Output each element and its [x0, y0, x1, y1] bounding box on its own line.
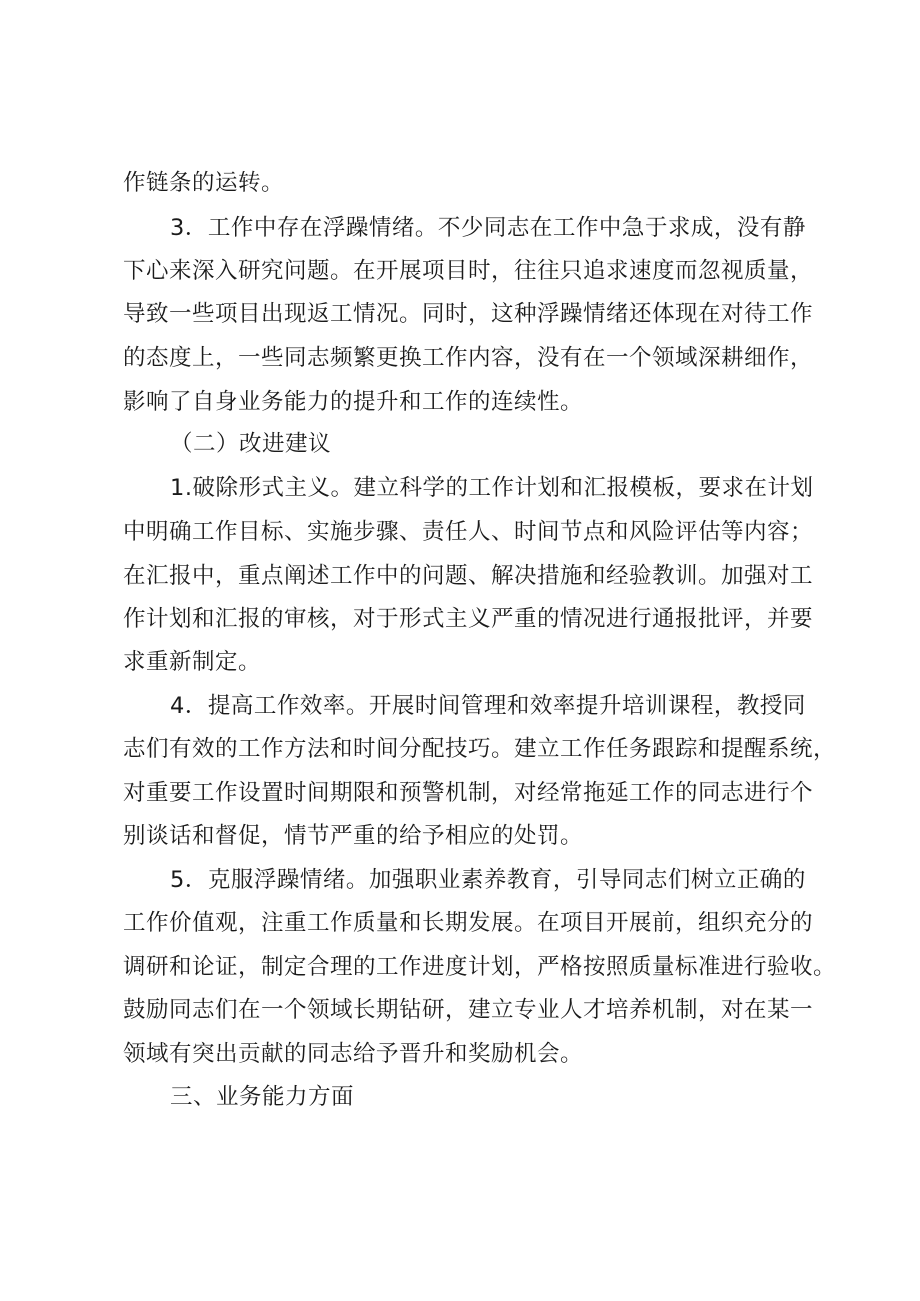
text-line: 的态度上，一些同志频繁更换工作内容，没有在一个领域深耕细作， [123, 345, 814, 371]
paragraph-heading-1: 1.破除形式主义。建立科学的工作计划和汇报模板，要求在计划 [170, 475, 814, 501]
paragraph-heading-5: 5．克服浮躁情绪。加强职业素养教育，引导同志们树立正确的 [170, 867, 806, 893]
section-heading: （二）改进建议 [170, 431, 332, 457]
text-line: 志们有效的工作方法和时间分配技巧。建立工作任务跟踪和提醒系统， [123, 736, 837, 762]
text-line: 鼓励同志们在一个领域长期钻研，建立专业人才培养机制，对在某一 [123, 997, 814, 1023]
section-heading: 三、业务能力方面 [170, 1084, 355, 1110]
text-line: 导致一些项目出现返工情况。同时，这种浮躁情绪还体现在对待工作 [123, 301, 814, 327]
text-line: 别谈话和督促，情节严重的给予相应的处罚。 [123, 823, 584, 849]
text-line: 下心来深入研究问题。在开展项目时，往往只追求速度而忽视质量， [123, 258, 814, 284]
text-line: 工作价值观，注重工作质量和长期发展。在项目开展前，组织充分的 [123, 910, 814, 936]
text-line: 求重新制定。 [123, 649, 262, 675]
paragraph-heading-3: 3．工作中存在浮躁情绪。不少同志在工作中急于求成，没有静 [170, 215, 806, 241]
text-line: 中明确工作目标、实施步骤、责任人、时间节点和风险评估等内容； [123, 519, 814, 545]
text-line: 对重要工作设置时间期限和预警机制，对经常拖延工作的同志进行个 [123, 780, 814, 806]
text-line: 在汇报中，重点阐述工作中的问题、解决措施和经验教训。加强对工 [123, 563, 814, 589]
text-line: 影响了自身业务能力的提升和工作的连续性。 [123, 389, 584, 415]
text-line: 作链条的运转。 [123, 170, 285, 196]
paragraph-heading-4: 4．提高工作效率。开展时间管理和效率提升培训课程，教授同 [170, 693, 806, 719]
text-line: 调研和论证，制定合理的工作进度计划，严格按照质量标准进行验收。 [123, 954, 837, 980]
text-line: 作计划和汇报的审核，对于形式主义严重的情况进行通报批评，并要 [123, 606, 814, 632]
text-line: 领域有突出贡献的同志给予晋升和奖励机会。 [123, 1041, 584, 1067]
